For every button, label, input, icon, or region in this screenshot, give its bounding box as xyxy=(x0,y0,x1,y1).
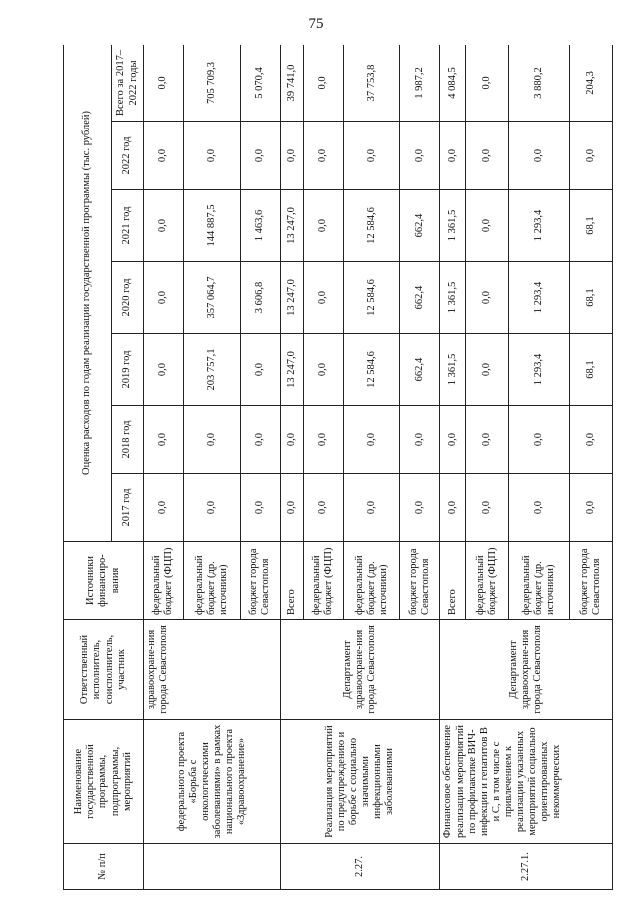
header-source: Источники финансиро-вания xyxy=(64,542,144,620)
value-cell: 1 361,5 xyxy=(440,190,465,262)
total-cell: 1 987,2 xyxy=(400,45,440,122)
total-cell: 0,0 xyxy=(465,45,508,122)
source: федеральный бюджет (др. источники) xyxy=(508,542,569,620)
value-cell: 68,1 xyxy=(569,262,612,334)
value-cell: 0,0 xyxy=(343,406,400,474)
measure-name: Реализация мероприятий по предупреждению и борьбе с социально значимыми инфекционными заболеваниями xyxy=(280,720,440,844)
value-cell: 0,0 xyxy=(303,190,343,262)
value-cell: 0,0 xyxy=(144,262,184,334)
header-year: 2021 год xyxy=(112,190,144,262)
value-cell: 13 247,0 xyxy=(280,190,303,262)
value-cell: 12 584,6 xyxy=(343,190,400,262)
source: бюджет города Севастополя xyxy=(240,542,280,620)
value-cell: 0,0 xyxy=(183,122,240,190)
header-row-main xyxy=(64,45,112,890)
value-cell: 662,4 xyxy=(400,334,440,406)
value-cell: 1 293,4 xyxy=(508,334,569,406)
header-year: 2019 год xyxy=(112,334,144,406)
total-cell: 37 753,8 xyxy=(343,45,400,122)
value-cell: 0,0 xyxy=(465,190,508,262)
total-cell: 4 084,5 xyxy=(440,45,465,122)
source: Всего xyxy=(440,542,465,620)
value-cell: 13 247,0 xyxy=(280,262,303,334)
header-year-total: Всего за 2017–2022 годы xyxy=(112,45,144,122)
source: федеральный бюджет (др. источники) xyxy=(183,542,240,620)
value-cell: 0,0 xyxy=(280,122,303,190)
value-cell: 0,0 xyxy=(440,122,465,190)
source: федеральный бюджет (ФЦП) xyxy=(144,542,184,620)
expenses-table xyxy=(63,45,613,890)
header-costs: Оценка расходов по годам реализации государственной программы (тыс. рублей) xyxy=(64,45,112,542)
value-cell: 0,0 xyxy=(465,122,508,190)
value-cell: 0,0 xyxy=(343,474,400,542)
value-cell: 0,0 xyxy=(240,406,280,474)
value-cell: 662,4 xyxy=(400,262,440,334)
total-cell: 0,0 xyxy=(144,45,184,122)
value-cell: 0,0 xyxy=(465,262,508,334)
executor: Департамент здравоохране-ния города Севастополя xyxy=(440,620,613,720)
value-cell: 0,0 xyxy=(303,262,343,334)
value-cell: 0,0 xyxy=(508,406,569,474)
value-cell: 1 463,6 xyxy=(240,190,280,262)
value-cell: 0,0 xyxy=(183,406,240,474)
header-name: Наименование государственной программы, подпрограммы, мероприятий xyxy=(64,720,144,844)
value-cell: 0,0 xyxy=(569,122,612,190)
row-number: 2.27.1. xyxy=(440,844,613,890)
value-cell: 0,0 xyxy=(508,474,569,542)
value-cell: 0,0 xyxy=(569,474,612,542)
row-number: 2.27. xyxy=(280,844,440,890)
header-year: 2017 год xyxy=(112,474,144,542)
table-row xyxy=(440,45,465,890)
table-row xyxy=(144,45,184,890)
value-cell: 0,0 xyxy=(508,122,569,190)
header-year: 2020 год xyxy=(112,262,144,334)
value-cell: 357 064,7 xyxy=(183,262,240,334)
header-year: 2018 год xyxy=(112,406,144,474)
rotated-table-wrapper xyxy=(63,45,613,890)
source: федеральный бюджет (ФЦП) xyxy=(303,542,343,620)
page-number: 75 xyxy=(308,16,324,32)
total-cell: 3 880,2 xyxy=(508,45,569,122)
executor: Департамент здравоохране-ния города Севастополя xyxy=(280,620,440,720)
source: федеральный бюджет (ФЦП) xyxy=(465,542,508,620)
header-number: № п/п xyxy=(64,844,144,890)
value-cell: 1 293,4 xyxy=(508,262,569,334)
value-cell: 1 361,5 xyxy=(440,334,465,406)
value-cell: 0,0 xyxy=(144,190,184,262)
value-cell: 0,0 xyxy=(144,474,184,542)
total-cell: 5 070,4 xyxy=(240,45,280,122)
value-cell: 68,1 xyxy=(569,190,612,262)
total-cell: 39 741,0 xyxy=(280,45,303,122)
value-cell: 144 887,5 xyxy=(183,190,240,262)
value-cell: 0,0 xyxy=(400,406,440,474)
value-cell: 0,0 xyxy=(400,122,440,190)
value-cell: 12 584,6 xyxy=(343,334,400,406)
value-cell: 0,0 xyxy=(569,406,612,474)
value-cell: 662,4 xyxy=(400,190,440,262)
value-cell: 0,0 xyxy=(343,122,400,190)
source: бюджет города Севастополя xyxy=(400,542,440,620)
value-cell: 0,0 xyxy=(280,474,303,542)
value-cell: 0,0 xyxy=(303,122,343,190)
header-year: 2022 год xyxy=(112,122,144,190)
value-cell: 0,0 xyxy=(303,334,343,406)
row-number xyxy=(144,844,281,890)
value-cell: 0,0 xyxy=(400,474,440,542)
total-cell: 705 709,3 xyxy=(183,45,240,122)
value-cell: 1 361,5 xyxy=(440,262,465,334)
value-cell: 3 606,8 xyxy=(240,262,280,334)
value-cell: 0,0 xyxy=(183,474,240,542)
value-cell: 0,0 xyxy=(240,334,280,406)
measure-name: Финансовое обеспечение реализации мероприятий по профилактике ВИЧ-инфекции и гепатитов В и С, в том числе с привлечением к реализации указанных мероприятий социально ориентированных некоммерческих xyxy=(440,720,613,844)
value-cell: 0,0 xyxy=(240,122,280,190)
value-cell: 203 757,1 xyxy=(183,334,240,406)
source: федеральный бюджет (др. источники) xyxy=(343,542,400,620)
value-cell: 0,0 xyxy=(240,474,280,542)
executor: здравоохране-ния города Севастополя xyxy=(144,620,281,720)
value-cell: 68,1 xyxy=(569,334,612,406)
source: бюджет города Севастополя xyxy=(569,542,612,620)
measure-name: федерального проекта «Борьба с онкологическими заболеваниями» в рамках национального проекта «Здравоохранение» xyxy=(144,720,281,844)
value-cell: 12 584,6 xyxy=(343,262,400,334)
total-cell: 0,0 xyxy=(303,45,343,122)
value-cell: 0,0 xyxy=(303,474,343,542)
value-cell: 0,0 xyxy=(144,334,184,406)
value-cell: 1 293,4 xyxy=(508,190,569,262)
value-cell: 0,0 xyxy=(465,334,508,406)
table-row xyxy=(280,45,303,890)
total-cell: 204,3 xyxy=(569,45,612,122)
rotated-table-frame xyxy=(63,45,613,890)
value-cell: 0,0 xyxy=(144,406,184,474)
value-cell: 0,0 xyxy=(465,406,508,474)
value-cell: 0,0 xyxy=(303,406,343,474)
value-cell: 0,0 xyxy=(440,474,465,542)
value-cell: 0,0 xyxy=(280,406,303,474)
value-cell: 0,0 xyxy=(465,474,508,542)
source: Всего xyxy=(280,542,303,620)
value-cell: 0,0 xyxy=(144,122,184,190)
header-executor: Ответственный исполнитель, соисполнитель, участник xyxy=(64,620,144,720)
value-cell: 0,0 xyxy=(440,406,465,474)
value-cell: 13 247,0 xyxy=(280,334,303,406)
